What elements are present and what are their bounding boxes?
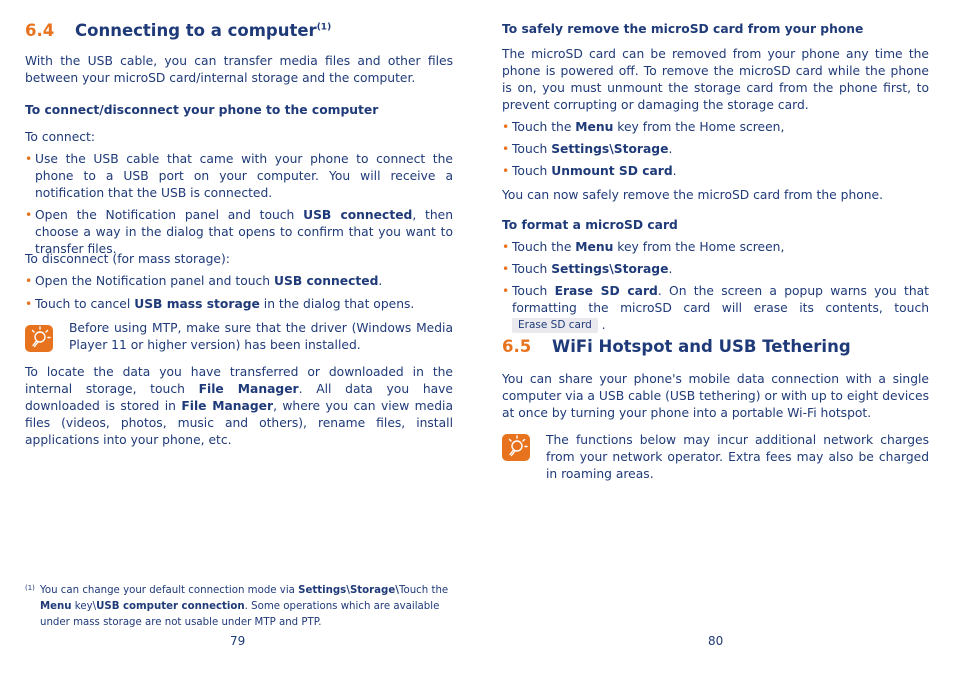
bullet-unmount-sd: • Touch Unmount SD card. — [502, 164, 677, 178]
tip-text-charges: The functions below may incur additional network charges from your network operator. Extra fees may also be charged in roaming areas. — [546, 433, 929, 481]
page-number-right: 80 — [708, 634, 724, 648]
bullet-dot: • — [502, 262, 510, 276]
erase-sd-card-button: Erase SD card — [512, 318, 598, 333]
section-heading-6-5 — [502, 337, 851, 356]
to-connect-label: To connect: — [25, 130, 96, 144]
bullet-dot: • — [502, 142, 510, 156]
bullet-dot: • — [502, 164, 510, 178]
bullet-notification-panel: • Open the Notification panel and touch USB connected, then choose a way in the dialog that opens to confirm that you want to transfer files. — [25, 208, 453, 256]
section-number: 6.5 — [502, 337, 532, 356]
footnote-ref: (1) — [316, 22, 332, 33]
bullet-format-settings-storage: • Touch Settings\Storage. — [502, 262, 673, 276]
subheading-format-sd: To format a microSD card — [502, 218, 678, 232]
bullet-dot: • — [502, 284, 510, 298]
intro-paragraph: With the USB cable, you can transfer media files and other files between your microSD card/internal storage and the computer. — [25, 54, 453, 85]
section-title: WiFi Hotspot and USB Tethering — [552, 337, 851, 356]
bullet-disconnect-notification: • Open the Notification panel and touch USB connected. — [25, 274, 383, 288]
lightbulb-icon — [25, 325, 53, 352]
lightbulb-icon — [502, 434, 530, 461]
bullet-dot: • — [502, 240, 510, 254]
footnote — [25, 583, 453, 631]
bullet-erase-sd: • Touch Erase SD card. On the screen a popup warns you that formatting the microSD card will erase its contents, touch Erase SD card . — [502, 284, 929, 332]
to-disconnect-label: To disconnect (for mass storage): — [25, 252, 230, 266]
subheading-connect: To connect/disconnect your phone to the computer — [25, 103, 379, 117]
bullet-dot: • — [25, 208, 33, 222]
locate-paragraph: To locate the data you have transferred or downloaded in the internal storage, touch File Manager. All data you have downloaded is stored in File Manager, where you can view media files (videos, photos, music and others), rename files, install applications into your phone, etc. — [25, 365, 453, 447]
remove-sd-paragraph: The microSD card can be removed from your phone any time the phone is powered off. To remove the microSD card while the phone is on, you must unmount the storage card from the phone first, to prevent corrupting or damaging the storage card. — [502, 47, 929, 112]
section-title: Connecting to a computer — [75, 21, 317, 40]
footnote-mark: (1) — [25, 584, 35, 592]
bullet-menu-key: • Touch the Menu key from the Home screen, — [502, 120, 785, 134]
bullet-cancel-mass-storage: • Touch to cancel USB mass storage in the dialog that opens. — [25, 297, 415, 311]
bullet-dot: • — [502, 120, 510, 134]
tip-text-mtp: Before using MTP, make sure that the driver (Windows Media Player 11 or higher version) has been installed. — [69, 321, 453, 352]
remove-done-paragraph: You can now safely remove the microSD card from the phone. — [502, 188, 884, 202]
bullet-dot: • — [25, 297, 33, 311]
bullet-dot: • — [25, 274, 33, 288]
bullet-connect-usb: • Use the USB cable that came with your phone to connect the phone to a USB port on your computer. You will receive a notification that the USB is connected. — [25, 152, 453, 200]
bullet-format-menu-key: • Touch the Menu key from the Home screen, — [502, 240, 785, 254]
footnote-text: You can change your default connection mode via Settings\Storage\Touch the Menu key\USB computer connection. Some operations which are available under mass storage are not usable under MTP and PTP. — [40, 585, 449, 628]
subheading-remove-sd: To safely remove the microSD card from your phone — [502, 22, 864, 36]
bullet-dot: • — [25, 152, 33, 166]
page-number-left: 79 — [230, 634, 246, 648]
section-heading-6-4 — [25, 21, 331, 40]
share-paragraph: You can share your phone's mobile data connection with a single computer via a USB cable (USB tethering) or with up to eight devices at once by turning your phone into a portable Wi-Fi hotspot. — [502, 372, 929, 420]
bullet-settings-storage: • Touch Settings\Storage. — [502, 142, 673, 156]
section-number: 6.4 — [25, 21, 55, 40]
